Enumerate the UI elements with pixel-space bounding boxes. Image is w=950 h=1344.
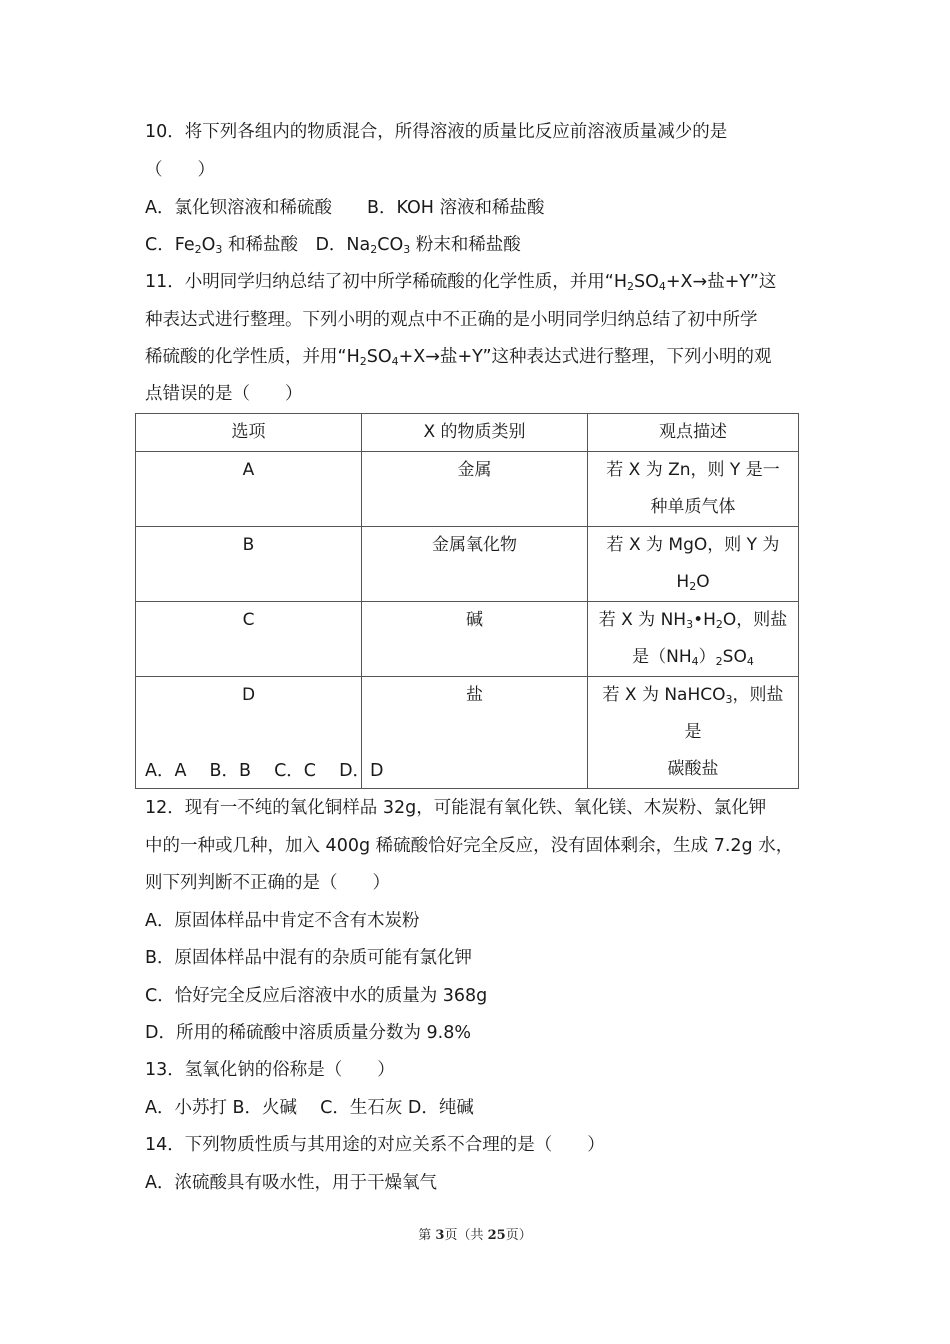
q11-answer-options: A．A B．B C．C D．D — [145, 761, 384, 781]
q14-option-a: A．浓硫酸具有吸水性，用于干燥氧气 — [145, 1173, 437, 1193]
table-row — [136, 527, 799, 602]
q13-stem: 13．氢氧化钠的俗称是（ ） — [145, 1060, 395, 1080]
q11-stem-line4: 点错误的是（ ） — [145, 384, 303, 404]
q10-stem-line2: （ ） — [145, 160, 215, 180]
table-cell-option: C — [136, 602, 362, 677]
q12-option-d: D．所用的稀硫酸中溶质质量分数为 9.8% — [145, 1023, 471, 1043]
table-cell-category: 碱 — [362, 602, 588, 677]
table-cell-description: 若 X 为 MgO，则 Y 为 $H_2O$ — [588, 527, 799, 602]
q11-stem-line1: 11．小明同学归纳总结了初中所学稀硫酸的化学性质，并用“$H_2SO_4+X\to$盐+Y”这 — [145, 272, 777, 293]
table-cell-description: 若 X 为 NaHCO$_3$，则盐是 碳酸盐 — [588, 677, 799, 789]
q10-options-cd: C．$Fe_2O_3$ 和稀盐酸 D．$Na_2CO_3$ 粉末和稀盐酸 — [145, 235, 521, 256]
table-row — [136, 602, 799, 677]
page-number: 3 — [435, 1228, 445, 1243]
q10-options-ab: A．氯化钡溶液和稀硫酸 B．KOH 溶液和稀盐酸 — [145, 198, 545, 218]
page-footer: 第 3页（共 25页） — [418, 1228, 532, 1243]
q11-table — [135, 413, 799, 789]
q12-option-a: A．原固体样品中肯定不含有木炭粉 — [145, 911, 420, 931]
table-cell-category: 金属氧化物 — [362, 527, 588, 602]
table-cell-category: 盐 — [362, 677, 588, 789]
table-header-description: 观点描述 — [588, 414, 799, 452]
table-cell-description: 若 X 为 Zn，则 Y 是一 种单质气体 — [588, 452, 799, 527]
q12-option-c: C．恰好完全反应后溶液中水的质量为 368g — [145, 986, 488, 1006]
table-header-option: 选项 — [136, 414, 362, 452]
q11-stem-line3: 稀硫酸的化学性质，并用“$H_2SO_4+X\to$盐+Y”这种表达式进行整理，下列小明的观 — [145, 347, 772, 368]
q11-stem-line2: 种表达式进行整理。下列小明的观点中不正确的是小明同学归纳总结了初中所学 — [145, 310, 758, 330]
q12-stem-line3: 则下列判断不正确的是（ ） — [145, 873, 390, 893]
q14-stem: 14．下列物质性质与其用途的对应关系不合理的是（ ） — [145, 1135, 605, 1155]
q12-stem-line2: 中的一种或几种，加入 400g 稀硫酸恰好完全反应，没有固体剩余，生成 7.2g 水， — [145, 836, 794, 856]
table-header-category: X 的物质类别 — [362, 414, 588, 452]
table-cell-description: 若 X 为 $NH_3•H_2O$，则盐 是$(NH_4)_2SO_4$ — [588, 602, 799, 677]
table-header-row — [136, 414, 799, 452]
q10-stem-line1: 10．将下列各组内的物质混合，所得溶液的质量比反应前溶液质量减少的是 — [145, 122, 728, 142]
table-cell-category: 金属 — [362, 452, 588, 527]
table-cell-option: B — [136, 527, 362, 602]
table-cell-option: A — [136, 452, 362, 527]
table-row — [136, 452, 799, 527]
q13-options: A．小苏打 B．火碱 C．生石灰 D．纯碱 — [145, 1098, 474, 1118]
q12-option-b: B．原固体样品中混有的杂质可能有氯化钾 — [145, 948, 473, 968]
q12-stem-line1: 12．现有一不纯的氧化铜样品 32g，可能混有氧化铁、氧化镁、木炭粉、氯化钾 — [145, 798, 767, 818]
page-total: 25 — [487, 1228, 506, 1243]
table-cell-option: D — [136, 677, 362, 789]
